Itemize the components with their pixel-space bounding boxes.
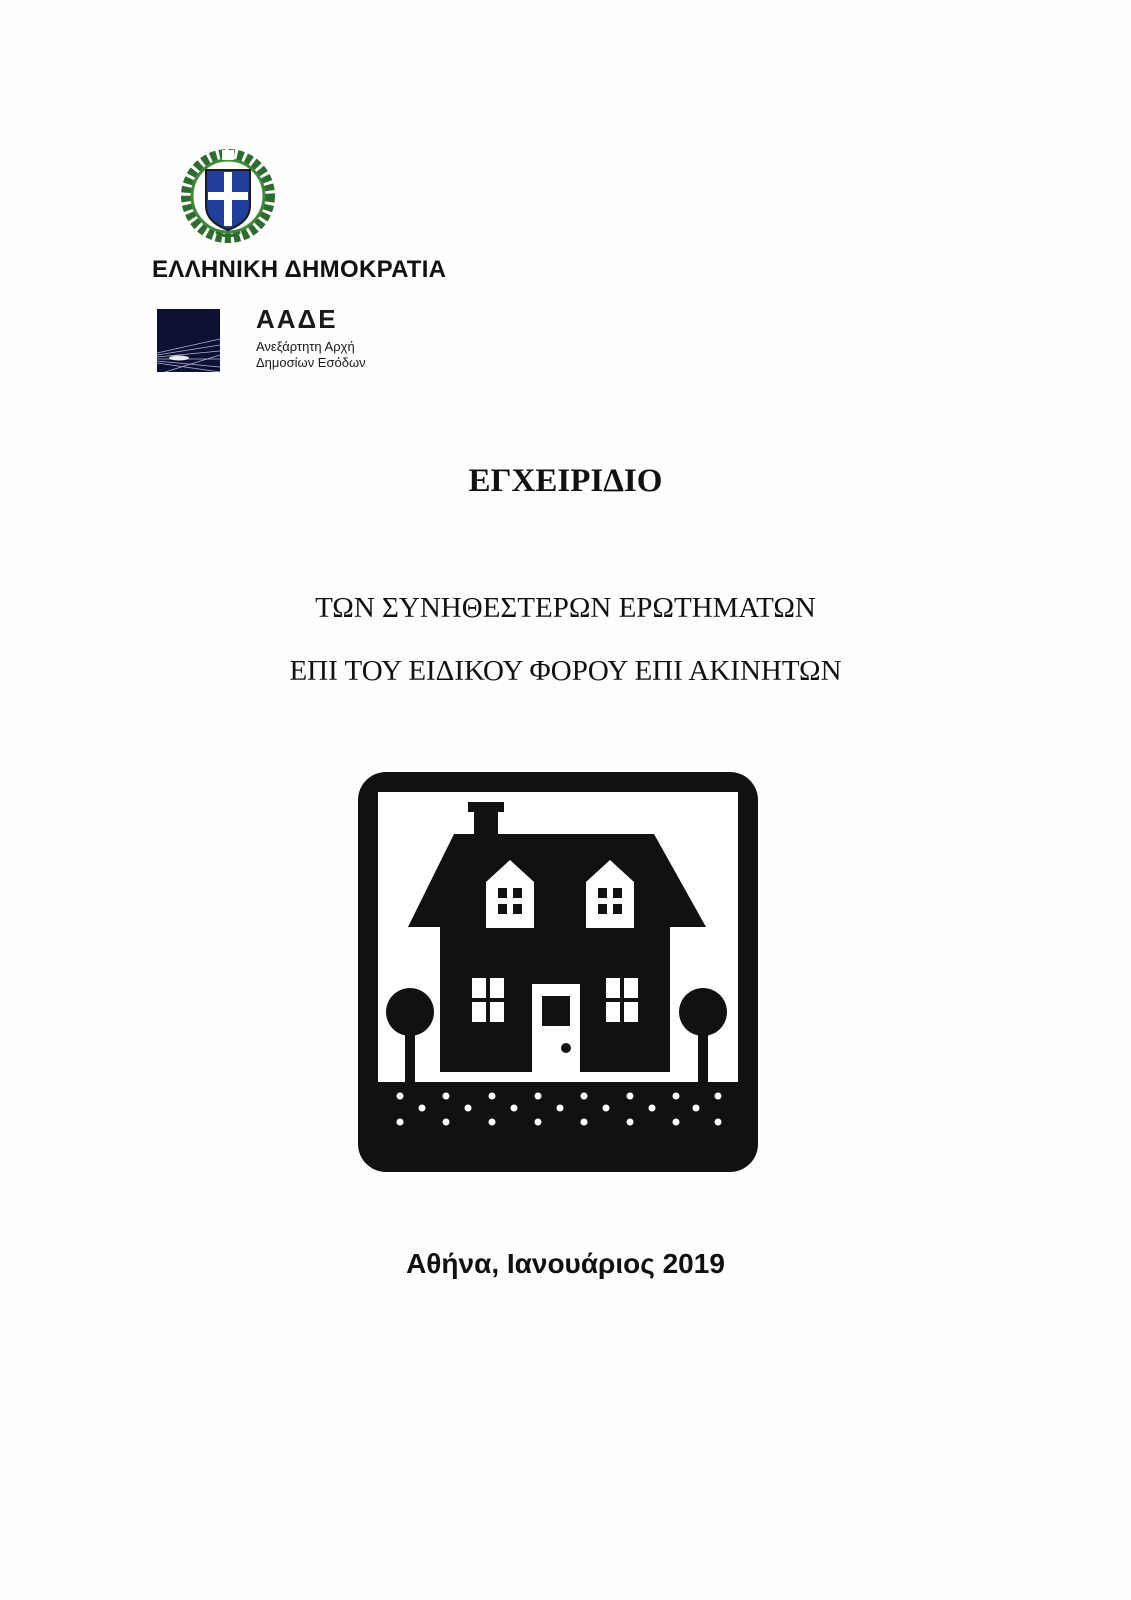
authority-name-line2: Δημοσίων Εσόδων (256, 355, 366, 370)
document-title: ΕΓΧΕΙΡΙΔΙΟ (468, 463, 663, 499)
republic-name: ΕΛΛΗΝΙΚΗ ΔΗΜΟΚΡΑΤΙΑ (152, 256, 447, 283)
document-subtitle-line2: ΕΠΙ ΤΟΥ ΕΙΔΙΚΟΥ ΦΟΡΟΥ ΕΠΙ ΑΚΙΝΗΤΩΝ (289, 655, 842, 687)
house-icon (358, 772, 758, 1172)
place-and-date: Αθήνα, Ιανουάριος 2019 (406, 1248, 725, 1279)
document-subtitle-line1: ΤΩΝ ΣΥΝΗΘΕΣΤΕΡΩΝ ΕΡΩΤΗΜΑΤΩΝ (315, 592, 816, 624)
authority-abbreviation: ΑΑΔΕ (256, 304, 338, 334)
aade-logo-icon (157, 309, 220, 372)
greek-coat-of-arms-icon (180, 148, 276, 244)
authority-name-line1: Ανεξάρτητη Αρχή (256, 339, 355, 354)
